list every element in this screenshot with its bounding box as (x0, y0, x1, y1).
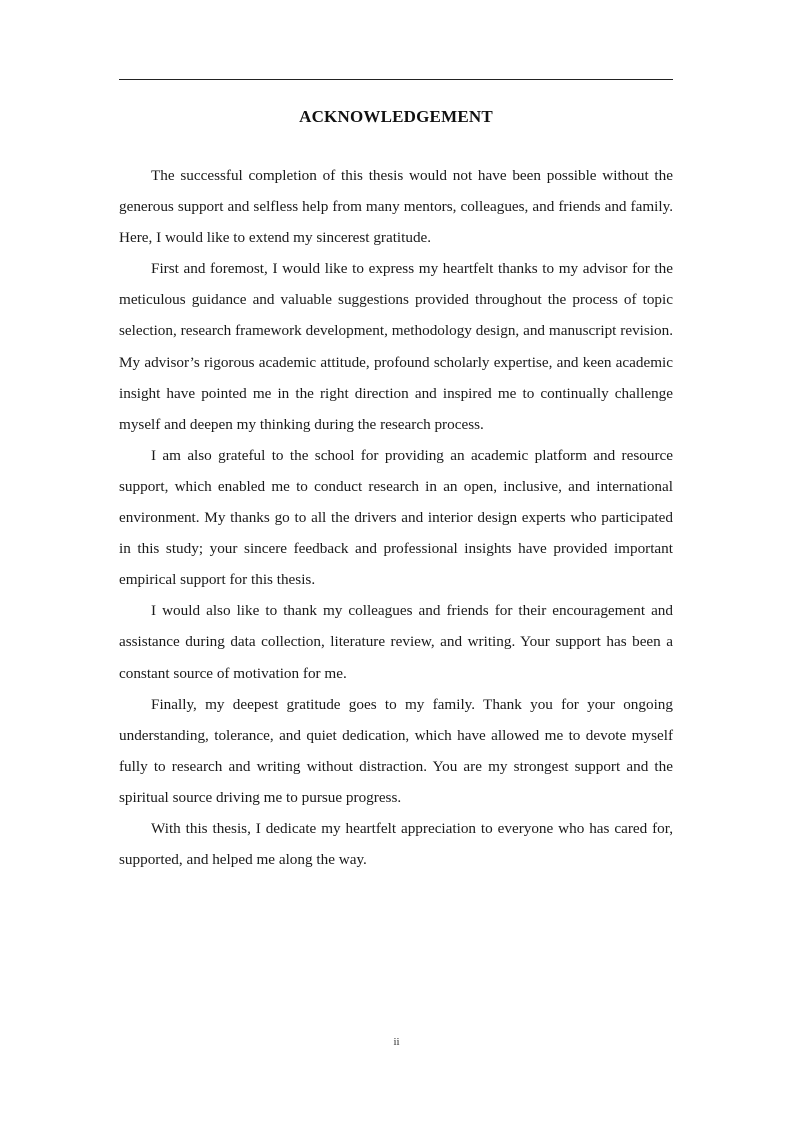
paragraph-5: Finally, my deepest gratitude goes to my family. Thank you for your ongoing understanding, tolerance, and quiet dedication, which have allowed me to devote myself fully to research and writing without distraction. You are my strongest support and the spiritual source driving me to pursue progress. (119, 695, 673, 806)
page-title: ACKNOWLEDGEMENT (299, 107, 493, 126)
paragraph-4: I would also like to thank my colleagues and friends for their encouragement and assistance during data collection, literature review, and writing. Your support has been a constant source of motivation for me. (119, 602, 673, 682)
paragraph-1: The successful completion of this thesis would not have been possible without the generous support and selfless help from many mentors, colleagues, and friends and family. Here, I would like to extend my sincerest gratitude. (119, 167, 673, 247)
paragraph-3: I am also grateful to the school for providing an academic platform and resource support, which enabled me to conduct research in an open, inclusive, and international environment. My thanks go to all the drivers and interior design experts who participated in this study; your sincere feedback and professional insights have provided important empirical support for this thesis. (119, 446, 673, 589)
acknowledgement-body (119, 160, 673, 875)
page-number: ii (393, 1036, 400, 1048)
paragraph-2: First and foremost, I would like to express my heartfelt thanks to my advisor for the meticulous guidance and valuable suggestions provided throughout the process of topic selection, research framework development, methodology design, and manuscript revision. My advisor’s rigorous academic attitude, profound scholarly expertise, and keen academic insight have pointed me in the right direction and inspired me to continually challenge myself and deepen my thinking during the research process. (119, 260, 673, 433)
paragraph-6: With this thesis, I dedicate my heartfelt appreciation to everyone who has cared for, supported, and helped me along the way. (119, 819, 673, 869)
header-rule (119, 79, 673, 80)
